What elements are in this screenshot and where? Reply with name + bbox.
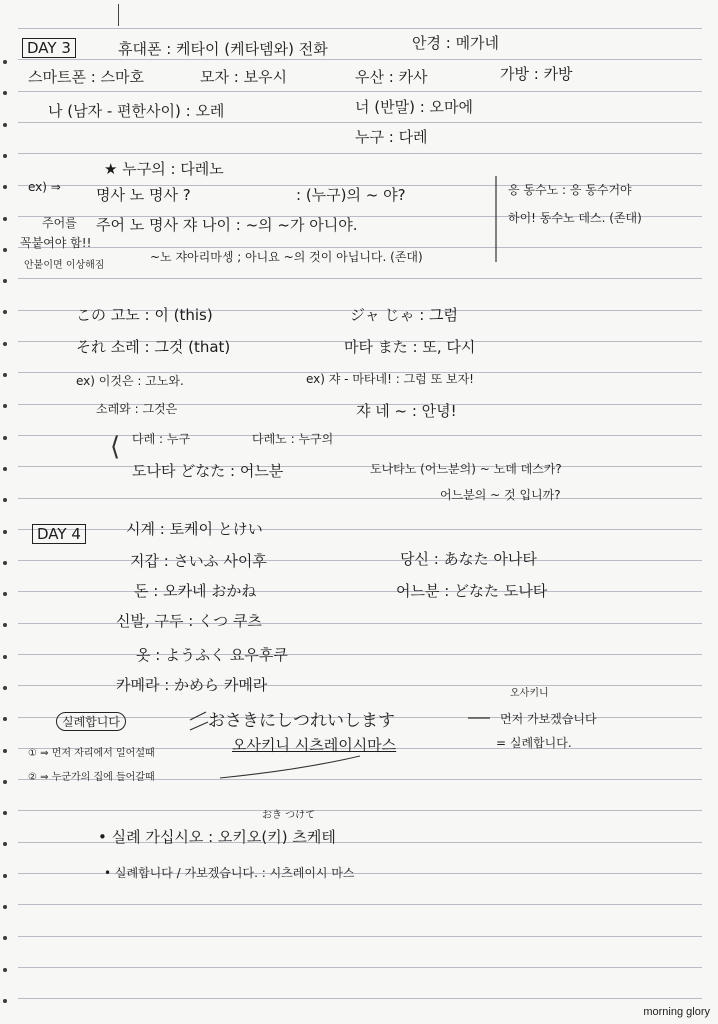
ex-sorewa: 소레와 : 그것은 — [96, 402, 178, 416]
vocab-which-person: 어느분 : どなた 도나타 — [396, 582, 548, 600]
vocab-watch: 시계 : 토케이 とけい — [126, 520, 263, 538]
brand-mark: morning glory — [643, 1006, 710, 1018]
vocab-umbrella: 우산 : 카사 — [355, 68, 428, 86]
grammar-example-a: 주어 노 명사 쟈 나이 : ~의 ~가 아니야. — [96, 216, 358, 234]
vocab-hat: 모자 : 보우시 — [200, 68, 288, 86]
phrase-bubble: 실례합니다 — [56, 712, 126, 731]
phrase-meaning-top: 오사키니 — [510, 688, 549, 699]
furigana: おき つけて — [262, 810, 316, 821]
star-note: ★ 누구의 : 다레노 — [104, 160, 224, 178]
warn-3: 안붙이면 이상해짐 — [24, 260, 105, 271]
warn-1: 주어를 — [42, 216, 77, 230]
vocab-camera: 카메라 : かめら 카메라 — [116, 676, 268, 694]
bullet-2: • 실례합니다 / 가보겠습니다. : 시츠레이시 마스 — [104, 866, 355, 880]
kana-mata: 마타 また : 또, 다시 — [344, 338, 476, 356]
vocab-bag: 가방 : 카방 — [500, 65, 573, 83]
day3-label: DAY 3 — [22, 38, 76, 58]
compare-donatano: 도나타노 (어느분의) ~ 노데 데스카? — [370, 462, 562, 476]
ex-ja-ne: 쟈 네 ~ : 안녕! — [356, 402, 457, 420]
warn-2: 꼭붙여야 함!! — [20, 236, 92, 250]
phrase-case-2: ② ⇒ 누군가의 집에 들어갈때 — [28, 772, 155, 783]
phrase-case-1: ① ⇒ 먼저 자리에서 일어설때 — [28, 748, 155, 759]
kana-ja: ジャ じゃ : 그럼 — [350, 306, 459, 324]
vocab-shoes: 신발, 구두 : くつ 쿠츠 — [116, 612, 262, 630]
vocab-wallet: 지갑 : さいふ 사이후 — [130, 552, 267, 570]
ex-ja-matane: ex) 쟈 - 마타네! : 그럼 또 보자! — [306, 372, 474, 386]
vocab-clothes: 옷 : ようふく 요우후쿠 — [136, 646, 288, 664]
compare-dareno: 다레노 : 누구의 — [252, 432, 334, 446]
side-note-2: 하이! 동수노 데스. (존대) — [508, 211, 642, 225]
vocab-who: 누구 : 다레 — [355, 128, 428, 146]
phrase-meaning-1: 먼저 가보겠습니다 — [500, 712, 597, 726]
grammar-pattern: 명사 노 명사 ? — [96, 186, 191, 204]
day4-label: DAY 4 — [32, 524, 86, 544]
vocab-smartphone: 스마트폰 : 스마호 — [28, 68, 145, 86]
phrase-meaning-2: = 실례합니다. — [496, 736, 572, 750]
compare-donata: 도나타 どなた : 어느분 — [132, 462, 284, 480]
compare-dare: 다레 : 누구 — [132, 432, 191, 446]
kana-sore: それ 소레 : 그것 (that) — [76, 338, 231, 356]
grammar-example-b: ~노 쟈아리마셍 ; 아니요 ~의 것이 아닙니다. (존대) — [150, 250, 423, 264]
phrase-japanese: おさきにしつれいします — [208, 711, 395, 731]
vocab-you-polite: 당신 : あなた 아나타 — [400, 550, 537, 568]
compare-meaning: 어느분의 ~ 것 입니까? — [440, 488, 561, 502]
kana-kono: この 고노 : 이 (this) — [76, 306, 213, 324]
bullet-1: • 실례 가십시오 : 오키오(키) 츠케테 — [98, 828, 336, 846]
grammar-meaning: : (누구)의 ~ 야? — [296, 186, 406, 204]
side-note-1: 응 동수노 : 응 동수거야 — [508, 183, 632, 197]
compare-bracket: ⟨ — [110, 432, 121, 462]
vocab-i-male: 나 (남자 - 편한사이) : 오레 — [48, 102, 225, 120]
phrase-reading: 오사키니 시츠레이시마스 — [232, 736, 397, 754]
ex-konowa: ex) 이것은 : 고노와. — [76, 374, 184, 388]
ex-arrow: ex) ⇒ — [28, 180, 61, 194]
vocab-phone: 휴대폰 : 케타이 (케타뎀와) 전화 — [118, 40, 328, 58]
vocab-glasses: 안경 : 메가네 — [412, 34, 500, 52]
vocab-money: 돈 : 오카네 おかね — [134, 582, 257, 600]
vocab-you: 너 (반말) : 오마에 — [355, 98, 474, 116]
